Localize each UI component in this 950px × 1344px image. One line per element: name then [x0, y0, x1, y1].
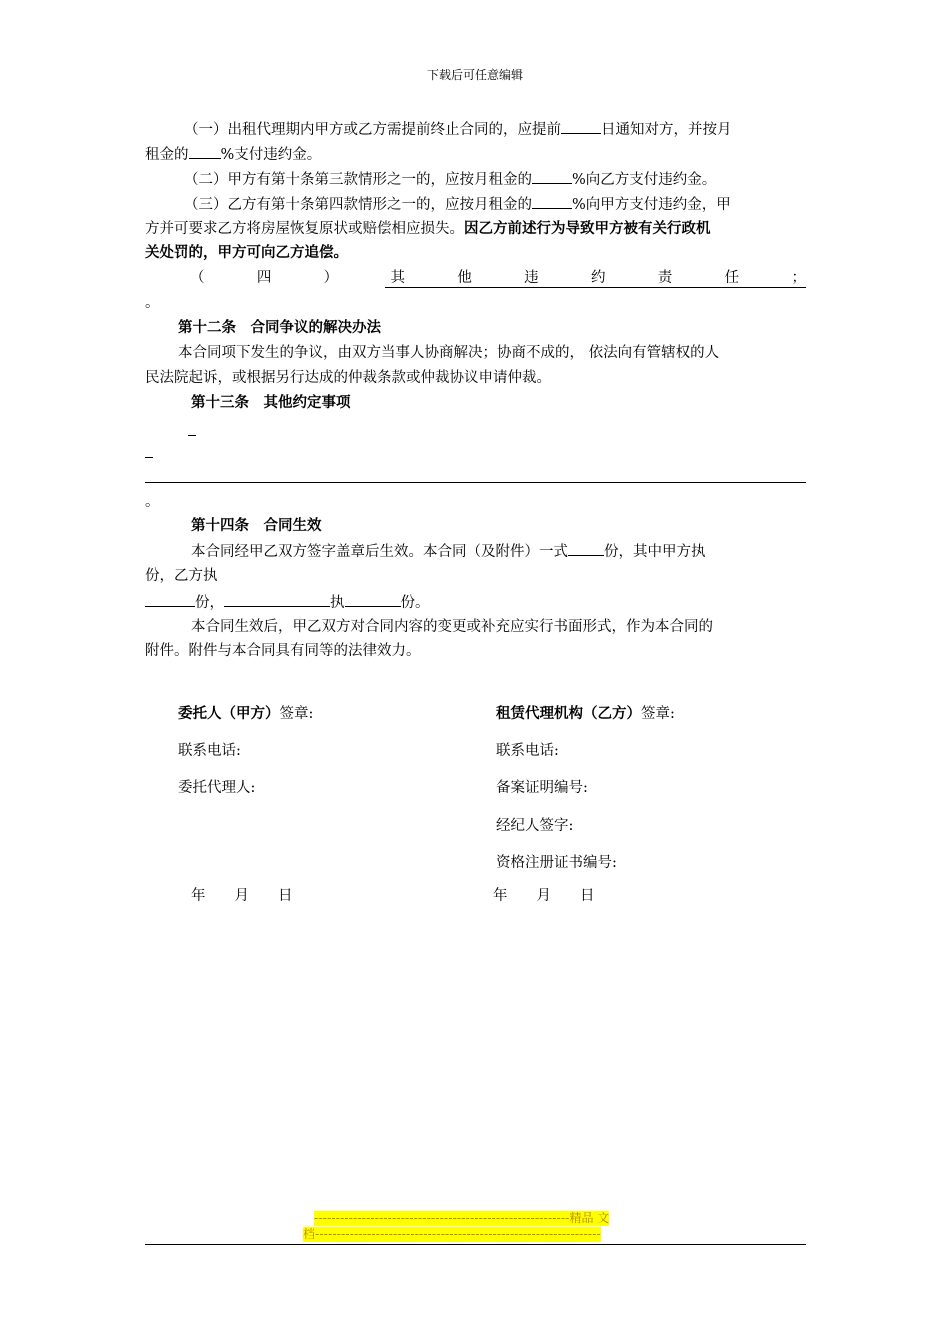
bold-text: 委托人（甲方）: [178, 706, 280, 722]
clause-11-3-line2: [145, 219, 711, 239]
blank-holder: [224, 592, 330, 607]
bold-text: 租赁代理机构（乙方）: [496, 706, 641, 722]
article-14-body-line3: [145, 592, 430, 613]
blank-penalty-percent-2: [532, 169, 572, 184]
text: 其: [390, 270, 405, 286]
sign-right-cert: 资格注册证书编号:: [496, 855, 617, 871]
article-13-title: 第十三条 其他约定事项: [191, 395, 351, 411]
text: ；: [791, 270, 806, 286]
text: 份，: [195, 595, 224, 611]
header-note: 下载后可任意编辑: [426, 68, 523, 82]
text: 签章:: [641, 706, 675, 722]
blank-penalty-percent: [189, 144, 221, 159]
sign-left-phone: 联系电话:: [178, 743, 241, 759]
article-12-body-line2: 民法院起诉，或根据另行达成的仲裁条款或仲裁协议申请仲裁。: [145, 370, 551, 386]
text: 执: [330, 595, 345, 611]
text: ）: [323, 270, 339, 286]
text: （三）乙方有第十条第四款情形之一的，应按月租金的: [184, 197, 532, 213]
text: %向甲方支付违约金，甲: [572, 197, 731, 213]
footer-line1: -----------------------------------------------------------精品 文: [314, 1211, 610, 1225]
footer-line2: 档------------------------------------------------------------------: [303, 1227, 601, 1241]
text: %支付违约金。: [220, 147, 322, 163]
text: 日通知对方，并按月: [601, 122, 732, 138]
text: （一）出租代理期内甲方或乙方需提前终止合同的，应提前: [184, 122, 561, 138]
text: （二）甲方有第十条第三款情形之一的，应按月租金的: [184, 172, 532, 188]
blank-copies: [568, 541, 604, 556]
sign-right-date: 年 月 日: [493, 888, 595, 904]
blank-notice-days: [561, 119, 601, 134]
clause-11-2: [184, 169, 716, 190]
text: 责: [657, 270, 673, 286]
blank-copies-c: [345, 592, 401, 607]
blank-full-line: [145, 482, 806, 483]
text: 违: [524, 270, 539, 286]
clause-11-3-line1: [184, 194, 731, 215]
clause-11-4: [190, 268, 806, 288]
article-14-body-line5: 附件。附件与本合同具有同等的法律效力。: [145, 643, 421, 659]
sign-left-title: [178, 704, 313, 724]
article-12-title: 第十二条 合同争议的解决办法: [178, 320, 381, 336]
article-14-body-line4: 本合同生效后，甲乙双方对合同内容的变更或补充应实行书面形式，作为本合同的: [191, 619, 713, 635]
blank-short-1: [188, 435, 196, 436]
text: 份。: [400, 595, 430, 611]
blank-penalty-percent-3: [532, 194, 572, 209]
text: 份，其中甲方执: [604, 544, 706, 560]
blank-copies-b: [145, 592, 195, 607]
text: %向乙方支付违约金。: [572, 172, 717, 188]
clause-11-4-underline: [385, 287, 806, 288]
article-14-body-line2: 份，乙方执: [145, 568, 218, 584]
text: 租金的: [145, 147, 189, 163]
text: 方并可要求乙方将房屋恢复原状或赔偿相应损失。: [145, 221, 464, 237]
article-14-body-line1: [191, 541, 706, 562]
blank-short-2: [145, 457, 153, 458]
article-12-body-line1: 本合同项下发生的争议，由双方当事人协商解决；协商不成的， 依法向有管辖权的人: [178, 345, 720, 361]
text: 约: [590, 270, 606, 286]
text: 本合同经甲乙双方签字盖章后生效。本合同（及附件）一式: [191, 544, 568, 560]
article-13-end: 。: [145, 494, 160, 510]
clause-11-3-line3: 关处罚的，甲方可向乙方追偿。: [145, 245, 348, 261]
text: 他: [457, 270, 472, 286]
sign-right-title: [496, 704, 675, 724]
text: 签章:: [279, 706, 314, 722]
sign-right-broker: 经纪人签字:: [496, 818, 574, 834]
article-14-title: 第十四条 合同生效: [191, 518, 322, 534]
clause-11-1-line1: [184, 119, 732, 140]
bold-text: 因乙方前述行为导致甲方被有关行政机: [464, 221, 711, 237]
sign-right-phone: 联系电话:: [496, 743, 559, 759]
sign-right-record: 备案证明编号:: [496, 780, 588, 796]
text: （: [190, 270, 205, 286]
footer-rule: [145, 1244, 806, 1245]
sign-left-agent: 委托代理人:: [178, 780, 256, 796]
clause-11-1-line2: [145, 144, 321, 165]
text: 任: [724, 270, 740, 286]
sign-left-date: 年 月 日: [191, 888, 293, 904]
text: 四: [256, 270, 272, 286]
clause-11-4-end: 。: [145, 295, 160, 311]
